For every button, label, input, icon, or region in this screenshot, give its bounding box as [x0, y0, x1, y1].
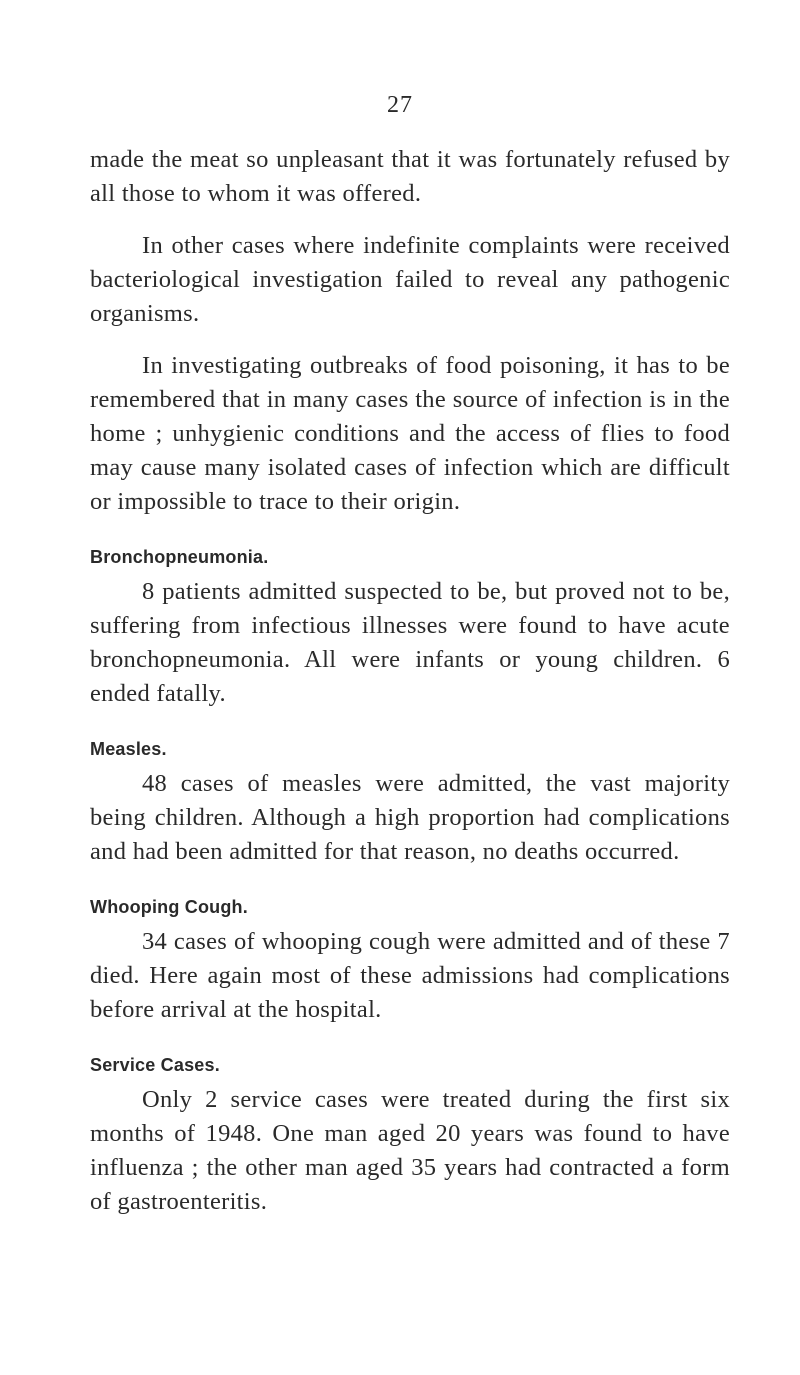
- section-text: 8 patients admitted suspected to be, but proved not to be, suffering from infectious illnesses were found to have acute bronchopneumonia. All were infants or young children. 6 ended fatally.: [90, 578, 730, 707]
- section-measles: [90, 737, 730, 869]
- section-whooping-cough: [90, 895, 730, 1027]
- section-bronchopneumonia: [90, 545, 730, 711]
- section-heading: Whooping Cough.: [90, 897, 248, 917]
- page-content: [90, 143, 730, 1219]
- paragraph-continuation: made the meat so unpleasant that it was fortunately refused by all those to whom it was offered.: [90, 146, 730, 207]
- section-heading: Bronchopneumonia.: [90, 547, 269, 567]
- section-text: 34 cases of whooping cough were admitted and of these 7 died. Here again most of these admissions had complications before arrival at the hospital.: [90, 928, 730, 1023]
- section-heading: Measles.: [90, 739, 167, 759]
- section-service-cases: [90, 1053, 730, 1219]
- section-text: 48 cases of measles were admitted, the vast majority being children. Although a high proportion had complications and had been admitted for that reason, no deaths occurred.: [90, 770, 730, 865]
- paragraph-food-poisoning: In investigating outbreaks of food poisoning, it has to be remembered that in many cases the source of infection is in the home ; unhygienic conditions and the access of flies to food may cause many isolated cases of infection which are difficult or impossible to trace to their origin.: [90, 352, 730, 515]
- section-heading: Service Cases.: [90, 1055, 220, 1075]
- section-text: Only 2 service cases were treated during the first six months of 1948. One man aged 20 years was found to have influenza ; the other man aged 35 years had contracted a form of gastroenteritis.: [90, 1086, 730, 1215]
- paragraph-indefinite-complaints: In other cases where indefinite complaints were received bacteriological investigation failed to reveal any pathogenic organisms.: [90, 232, 730, 327]
- page-number: 27: [387, 92, 413, 118]
